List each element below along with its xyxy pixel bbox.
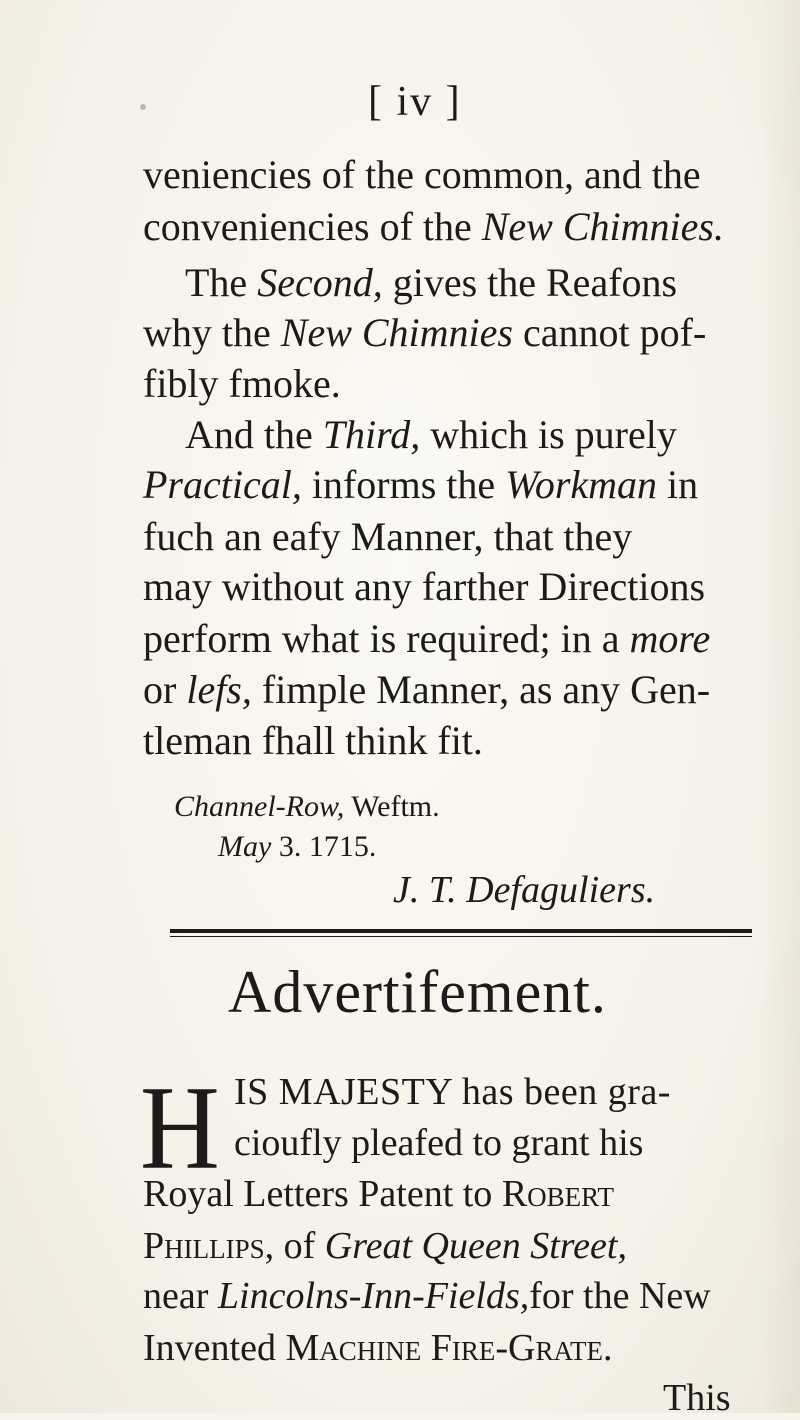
- ad-line-6: Invented Machine Fire-Grate.: [143, 1327, 613, 1369]
- text-line-3: The Second, gives the Reafons: [185, 260, 678, 305]
- text-line-4: why the New Chimnies cannot pof-: [143, 310, 707, 355]
- catchword: This: [663, 1377, 731, 1419]
- text-line-8: fuch an eafy Manner, that they: [143, 514, 633, 559]
- text-line-1: veniencies of the common, and the: [143, 152, 701, 197]
- ad-line-2: cioufly pleafed to grant his: [234, 1122, 644, 1164]
- text-line-12: tleman fhall think fit.: [143, 718, 483, 763]
- ink-spot: [140, 104, 146, 110]
- text-line-5: fibly fmoke.: [143, 361, 341, 406]
- page-edge-shadow: [760, 0, 800, 1413]
- text-line-6: And the Third, which is purely: [185, 412, 677, 457]
- ad-line-4: Phillips, of Great Queen Street,: [143, 1225, 627, 1267]
- advertisement-title: Advertifement.: [228, 959, 607, 1025]
- signature-place: Channel-Row, Weftm.: [174, 790, 440, 823]
- divider-rule-thick: [170, 929, 752, 933]
- page-number: [ iv ]: [368, 79, 462, 125]
- ad-line-1: IS MAJESTY has been gra-: [234, 1071, 671, 1113]
- signature-name: J. T. Defaguliers.: [393, 869, 656, 911]
- text-line-11: or lefs, fimple Manner, as any Gen-: [143, 667, 711, 712]
- text-line-7: Practical, informs the Workman in: [143, 462, 699, 507]
- ad-line-3: Royal Letters Patent to Robert: [143, 1173, 615, 1215]
- text-line-10: perform what is required; in a more: [143, 616, 711, 661]
- text-line-9: may without any farther Directions: [143, 564, 706, 609]
- drop-cap: H: [140, 1061, 220, 1194]
- signature-date: May 3. 1715.: [218, 830, 377, 863]
- text-line-2: conveniencies of the New Chimnies.: [143, 204, 724, 249]
- divider-rule-thin: [170, 936, 752, 937]
- ad-line-5: near Lincolns-Inn-Fields,for the New: [143, 1275, 711, 1317]
